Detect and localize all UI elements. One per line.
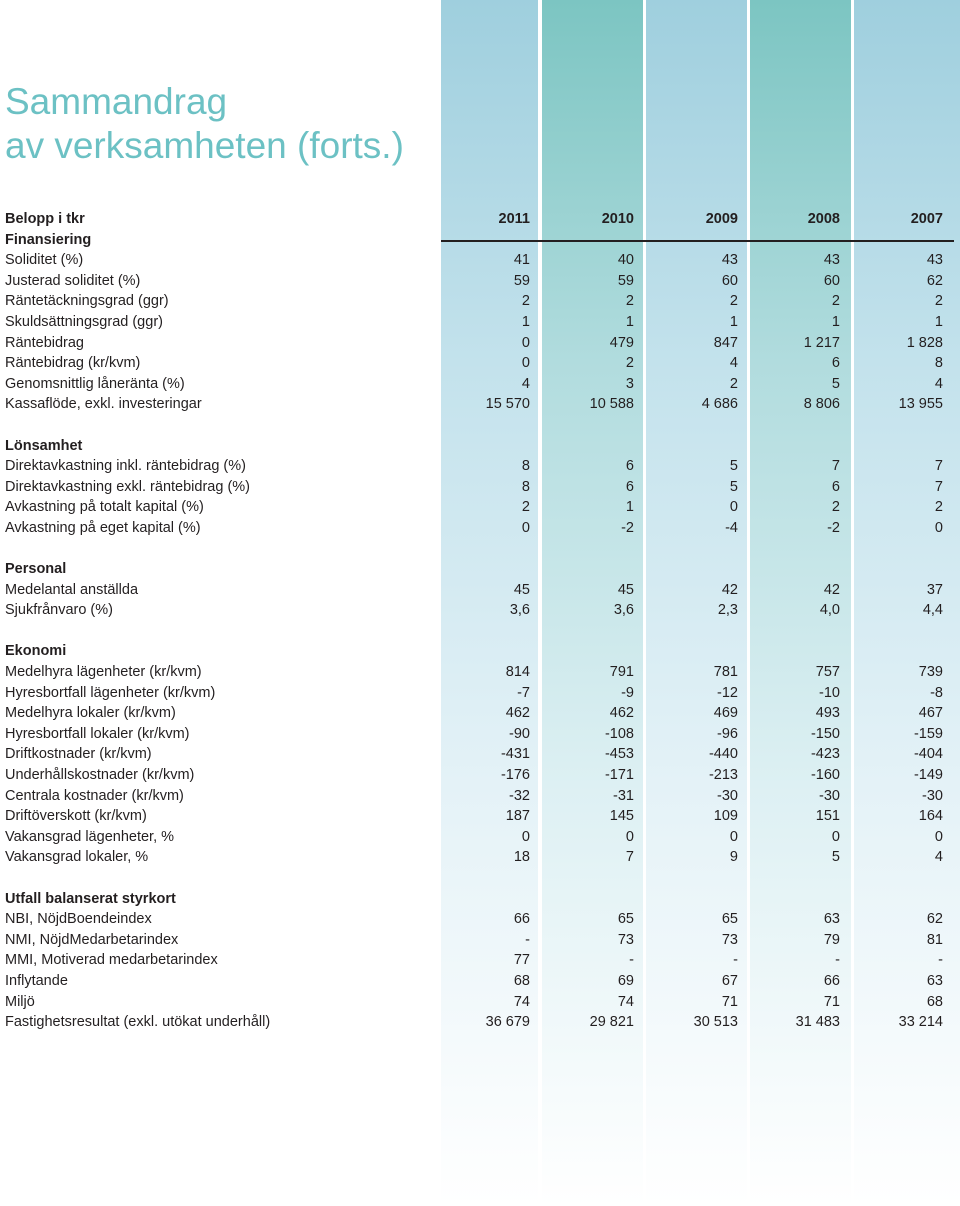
cell-value: 757 bbox=[815, 664, 840, 681]
row-label: Driftkostnader (kr/kvm) bbox=[5, 746, 152, 763]
table-row bbox=[0, 456, 960, 477]
cell-value: 2 bbox=[934, 499, 943, 516]
cell-value: 493 bbox=[815, 705, 840, 722]
cell-value: -453 bbox=[604, 746, 634, 763]
row-label: Räntebidrag (kr/kvm) bbox=[5, 355, 141, 372]
table-header-row bbox=[0, 209, 960, 230]
cell-value: 2 bbox=[625, 293, 634, 310]
cell-value: 5 bbox=[831, 849, 840, 866]
year-header: 2009 bbox=[705, 211, 738, 227]
cell-value: 6 bbox=[625, 478, 634, 495]
row-label: Driftöverskott (kr/kvm) bbox=[5, 808, 147, 825]
cell-value: -176 bbox=[500, 767, 530, 784]
table-row bbox=[0, 271, 960, 292]
title-line-2: av verksamheten (forts.) bbox=[5, 125, 404, 166]
table-row bbox=[0, 683, 960, 704]
cell-value: 65 bbox=[617, 911, 634, 928]
cell-value: 18 bbox=[513, 849, 530, 866]
table-row bbox=[0, 353, 960, 374]
cell-value: 0 bbox=[521, 828, 530, 845]
row-label: Hyresbortfall lägenheter (kr/kvm) bbox=[5, 684, 216, 701]
cell-value: - bbox=[835, 952, 840, 969]
cell-value: 43 bbox=[721, 252, 738, 269]
cell-value: 67 bbox=[721, 972, 738, 989]
section-heading bbox=[0, 436, 960, 457]
cell-value: 30 513 bbox=[693, 1014, 738, 1031]
cell-value: 40 bbox=[617, 252, 634, 269]
year-header: 2008 bbox=[807, 211, 840, 227]
cell-value: 42 bbox=[721, 581, 738, 598]
cell-value: -32 bbox=[509, 787, 530, 804]
row-label: Miljö bbox=[5, 993, 35, 1010]
cell-value: 68 bbox=[513, 972, 530, 989]
cell-value: 0 bbox=[625, 828, 634, 845]
cell-value: 60 bbox=[823, 272, 840, 289]
cell-value: 7 bbox=[934, 458, 943, 475]
cell-value: 79 bbox=[823, 931, 840, 948]
cell-value: -30 bbox=[819, 787, 840, 804]
cell-value: 37 bbox=[926, 581, 943, 598]
cell-value: -108 bbox=[604, 725, 634, 742]
section-spacer bbox=[0, 621, 960, 642]
cell-value: 74 bbox=[617, 993, 634, 1010]
cell-value: -7 bbox=[517, 684, 530, 701]
table-row bbox=[0, 497, 960, 518]
cell-value: 151 bbox=[815, 808, 840, 825]
section-title: Utfall balanserat styrkort bbox=[5, 890, 176, 907]
cell-value: 479 bbox=[609, 334, 634, 351]
cell-value: - bbox=[629, 952, 634, 969]
cell-value: 109 bbox=[713, 808, 738, 825]
cell-value: 42 bbox=[823, 581, 840, 598]
cell-value: 71 bbox=[823, 993, 840, 1010]
cell-value: 43 bbox=[823, 252, 840, 269]
cell-value: 4 bbox=[729, 355, 738, 372]
cell-value: 4 bbox=[934, 375, 943, 392]
cell-value: 33 214 bbox=[898, 1014, 943, 1031]
row-label: Kassaflöde, exkl. investeringar bbox=[5, 396, 202, 413]
year-header: 2011 bbox=[498, 211, 530, 227]
cell-value: -160 bbox=[810, 767, 840, 784]
table-row bbox=[0, 765, 960, 786]
cell-value: 4,0 bbox=[819, 602, 840, 619]
row-label: MMI, Motiverad medarbetarindex bbox=[5, 952, 218, 969]
cell-value: 3,6 bbox=[509, 602, 530, 619]
cell-value: 10 588 bbox=[589, 396, 634, 413]
section-title: Lönsamhet bbox=[5, 437, 83, 454]
cell-value: 791 bbox=[609, 664, 634, 681]
table-row bbox=[0, 518, 960, 539]
cell-value: - bbox=[938, 952, 943, 969]
cell-value: 6 bbox=[831, 355, 840, 372]
cell-value: 29 821 bbox=[589, 1014, 634, 1031]
cell-value: 1 217 bbox=[803, 334, 840, 351]
cell-value: 73 bbox=[617, 931, 634, 948]
table-row bbox=[0, 806, 960, 827]
cell-value: 2 bbox=[934, 293, 943, 310]
row-label: Medelhyra lägenheter (kr/kvm) bbox=[5, 664, 202, 681]
cell-value: 814 bbox=[505, 664, 530, 681]
cell-value: -2 bbox=[827, 519, 840, 536]
cell-value: 77 bbox=[513, 952, 530, 969]
row-label: Soliditet (%) bbox=[5, 252, 84, 269]
cell-value: 5 bbox=[729, 458, 738, 475]
cell-value: 73 bbox=[721, 931, 738, 948]
cell-value: 164 bbox=[918, 808, 943, 825]
cell-value: 2 bbox=[625, 355, 634, 372]
cell-value: - bbox=[525, 931, 530, 948]
cell-value: 62 bbox=[926, 272, 943, 289]
cell-value: 0 bbox=[934, 519, 943, 536]
table-row bbox=[0, 662, 960, 683]
row-label: Räntetäckningsgrad (ggr) bbox=[5, 293, 169, 310]
cell-value: 145 bbox=[609, 808, 634, 825]
cell-value: 739 bbox=[918, 664, 943, 681]
cell-value: -149 bbox=[913, 767, 943, 784]
cell-value: 467 bbox=[918, 705, 943, 722]
cell-value: 1 bbox=[625, 499, 634, 516]
table-row bbox=[0, 374, 960, 395]
header-label: Belopp i tkr bbox=[5, 211, 85, 227]
cell-value: 462 bbox=[609, 705, 634, 722]
cell-value: 71 bbox=[721, 993, 738, 1010]
cell-value: 5 bbox=[729, 478, 738, 495]
row-label: Centrala kostnader (kr/kvm) bbox=[5, 787, 184, 804]
cell-value: 45 bbox=[513, 581, 530, 598]
section-spacer bbox=[0, 868, 960, 889]
table-row bbox=[0, 786, 960, 807]
cell-value: -171 bbox=[604, 767, 634, 784]
cell-value: 0 bbox=[729, 499, 738, 516]
table-row bbox=[0, 600, 960, 621]
row-label: Hyresbortfall lokaler (kr/kvm) bbox=[5, 725, 190, 742]
cell-value: -440 bbox=[708, 746, 738, 763]
cell-value: 2 bbox=[831, 499, 840, 516]
row-label: Medelantal anställda bbox=[5, 581, 139, 598]
table-row bbox=[0, 930, 960, 951]
cell-value: 36 679 bbox=[485, 1014, 530, 1031]
cell-value: 65 bbox=[721, 911, 738, 928]
cell-value: 2 bbox=[729, 293, 738, 310]
cell-value: 63 bbox=[823, 911, 840, 928]
cell-value: 2 bbox=[831, 293, 840, 310]
cell-value: - bbox=[733, 952, 738, 969]
cell-value: 66 bbox=[823, 972, 840, 989]
cell-value: 4 bbox=[934, 849, 943, 866]
cell-value: 4 686 bbox=[701, 396, 738, 413]
cell-value: 8 bbox=[521, 458, 530, 475]
cell-value: 469 bbox=[713, 705, 738, 722]
cell-value: 1 bbox=[934, 313, 943, 330]
cell-value: 7 bbox=[934, 478, 943, 495]
cell-value: 1 bbox=[729, 313, 738, 330]
cell-value: 41 bbox=[513, 252, 530, 269]
cell-value: 0 bbox=[934, 828, 943, 845]
cell-value: 81 bbox=[926, 931, 943, 948]
section-heading bbox=[0, 641, 960, 662]
cell-value: 13 955 bbox=[898, 396, 943, 413]
cell-value: -2 bbox=[621, 519, 634, 536]
cell-value: 2,3 bbox=[717, 602, 738, 619]
table-row bbox=[0, 724, 960, 745]
row-label: Inflytande bbox=[5, 972, 68, 989]
table-row bbox=[0, 827, 960, 848]
cell-value: -12 bbox=[717, 684, 738, 701]
cell-value: -8 bbox=[930, 684, 943, 701]
cell-value: 6 bbox=[625, 458, 634, 475]
table-row bbox=[0, 703, 960, 724]
cell-value: 8 bbox=[521, 478, 530, 495]
cell-value: 2 bbox=[521, 499, 530, 516]
year-header: 2010 bbox=[601, 211, 634, 227]
cell-value: 0 bbox=[521, 519, 530, 536]
cell-value: 66 bbox=[513, 911, 530, 928]
cell-value: 1 828 bbox=[906, 334, 943, 351]
cell-value: 68 bbox=[926, 993, 943, 1010]
section-heading bbox=[0, 559, 960, 580]
section-heading bbox=[0, 889, 960, 910]
row-label: Medelhyra lokaler (kr/kvm) bbox=[5, 705, 176, 722]
cell-value: 1 bbox=[625, 313, 634, 330]
section-title: Finansiering bbox=[5, 231, 92, 248]
cell-value: 74 bbox=[513, 993, 530, 1010]
cell-value: 8 bbox=[934, 355, 943, 372]
row-label: Skuldsättningsgrad (ggr) bbox=[5, 313, 163, 330]
year-header: 2007 bbox=[910, 211, 943, 227]
cell-value: 847 bbox=[713, 334, 738, 351]
section-title: Ekonomi bbox=[5, 643, 67, 660]
table-row bbox=[0, 477, 960, 498]
cell-value: 6 bbox=[831, 478, 840, 495]
cell-value: 15 570 bbox=[485, 396, 530, 413]
cell-value: 2 bbox=[521, 293, 530, 310]
cell-value: 45 bbox=[617, 581, 634, 598]
row-label: Fastighetsresultat (exkl. utökat underhåll) bbox=[5, 1014, 271, 1031]
table-row bbox=[0, 971, 960, 992]
page-title bbox=[5, 80, 404, 168]
table-row bbox=[0, 580, 960, 601]
row-label: Vakansgrad lokaler, % bbox=[5, 849, 149, 866]
section-spacer bbox=[0, 539, 960, 560]
row-label: Sjukfrånvaro (%) bbox=[5, 602, 113, 619]
cell-value: -9 bbox=[621, 684, 634, 701]
cell-value: 0 bbox=[729, 828, 738, 845]
cell-value: 0 bbox=[521, 334, 530, 351]
table-row bbox=[0, 333, 960, 354]
cell-value: 31 483 bbox=[795, 1014, 840, 1031]
cell-value: 60 bbox=[721, 272, 738, 289]
cell-value: -10 bbox=[819, 684, 840, 701]
cell-value: -159 bbox=[913, 725, 943, 742]
cell-value: -213 bbox=[708, 767, 738, 784]
row-label: Direktavkastning inkl. räntebidrag (%) bbox=[5, 458, 246, 475]
table-row bbox=[0, 847, 960, 868]
row-label: Avkastning på eget kapital (%) bbox=[5, 519, 201, 536]
section-title: Personal bbox=[5, 561, 67, 578]
cell-value: -90 bbox=[509, 725, 530, 742]
cell-value: 2 bbox=[729, 375, 738, 392]
row-label: Underhållskostnader (kr/kvm) bbox=[5, 767, 195, 784]
table-row bbox=[0, 950, 960, 971]
cell-value: 4,4 bbox=[922, 602, 943, 619]
table-row bbox=[0, 250, 960, 271]
cell-value: 4 bbox=[521, 375, 530, 392]
table-row bbox=[0, 909, 960, 930]
cell-value: 3,6 bbox=[613, 602, 634, 619]
summary-table bbox=[0, 209, 960, 1033]
row-label: NBI, NöjdBoendeindex bbox=[5, 911, 152, 928]
cell-value: 8 806 bbox=[803, 396, 840, 413]
table-row bbox=[0, 312, 960, 333]
title-line-1: Sammandrag bbox=[5, 81, 228, 122]
table-row bbox=[0, 394, 960, 415]
cell-value: -431 bbox=[500, 746, 530, 763]
cell-value: 1 bbox=[521, 313, 530, 330]
cell-value: -423 bbox=[810, 746, 840, 763]
cell-value: -150 bbox=[810, 725, 840, 742]
cell-value: 1 bbox=[831, 313, 840, 330]
section-spacer bbox=[0, 415, 960, 436]
row-label: Genomsnittlig låneränta (%) bbox=[5, 375, 185, 392]
cell-value: -30 bbox=[717, 787, 738, 804]
cell-value: 9 bbox=[729, 849, 738, 866]
cell-value: -30 bbox=[922, 787, 943, 804]
section-heading bbox=[0, 230, 960, 251]
row-label: Direktavkastning exkl. räntebidrag (%) bbox=[5, 478, 250, 495]
cell-value: 59 bbox=[513, 272, 530, 289]
table-row bbox=[0, 291, 960, 312]
cell-value: 69 bbox=[617, 972, 634, 989]
cell-value: 3 bbox=[625, 375, 634, 392]
cell-value: -404 bbox=[913, 746, 943, 763]
cell-value: 0 bbox=[831, 828, 840, 845]
cell-value: 0 bbox=[521, 355, 530, 372]
row-label: Räntebidrag bbox=[5, 334, 84, 351]
cell-value: 7 bbox=[831, 458, 840, 475]
row-label: NMI, NöjdMedarbetarindex bbox=[5, 931, 179, 948]
cell-value: -31 bbox=[613, 787, 634, 804]
cell-value: 43 bbox=[926, 252, 943, 269]
table-row bbox=[0, 992, 960, 1013]
cell-value: 187 bbox=[505, 808, 530, 825]
cell-value: 5 bbox=[831, 375, 840, 392]
table-row bbox=[0, 744, 960, 765]
cell-value: -96 bbox=[717, 725, 738, 742]
row-label: Justerad soliditet (%) bbox=[5, 272, 141, 289]
row-label: Vakansgrad lägenheter, % bbox=[5, 828, 175, 845]
cell-value: 7 bbox=[625, 849, 634, 866]
cell-value: 59 bbox=[617, 272, 634, 289]
cell-value: 63 bbox=[926, 972, 943, 989]
cell-value: -4 bbox=[725, 519, 738, 536]
cell-value: 462 bbox=[505, 705, 530, 722]
table-row bbox=[0, 1012, 960, 1033]
row-label: Avkastning på totalt kapital (%) bbox=[5, 499, 204, 516]
cell-value: 781 bbox=[713, 664, 738, 681]
cell-value: 62 bbox=[926, 911, 943, 928]
